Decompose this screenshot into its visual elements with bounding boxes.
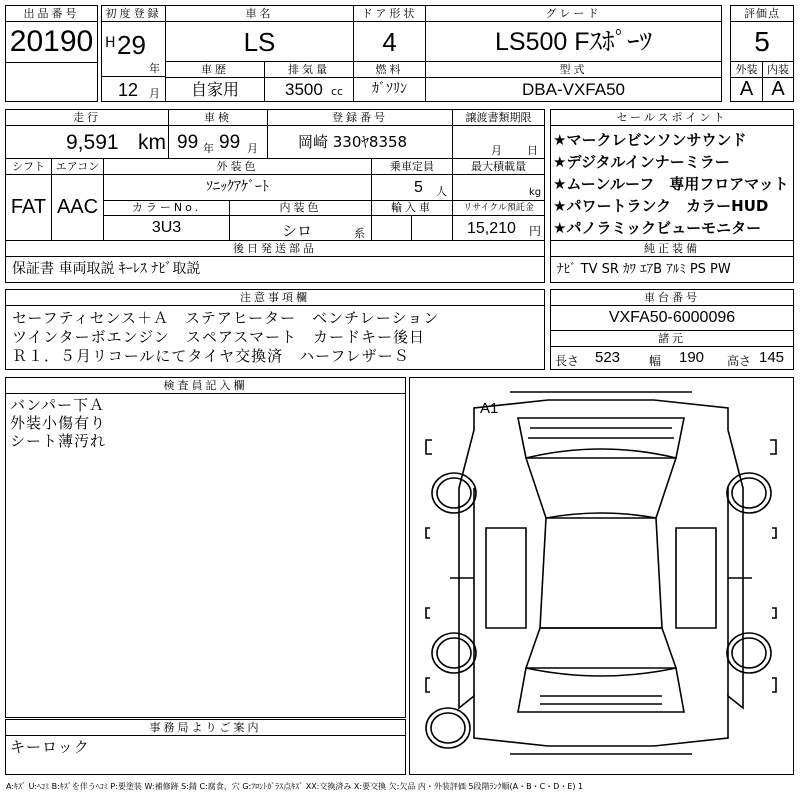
color-no-label: カラーNo. [103,200,230,216]
transfer-month-unit: 月 [491,144,502,157]
capacity-cell [371,174,453,201]
displacement-label: 排気量 [264,61,354,78]
capacity-label: 乗車定員 [371,158,453,175]
import-cell-b [411,215,453,241]
aircon-value: AAC [51,174,104,241]
width-value: 190 [679,349,705,366]
inspector-line: 外装小傷有り [10,414,107,432]
later-parts-label: 後日発送部品 [5,240,545,257]
capacity-unit: 人 [436,185,447,198]
later-parts-value: 保証書 車両取説 ｷｰﾚｽ ﾅﾋﾞ取説 [5,256,545,283]
chassis-label: 車台番号 [550,289,794,306]
inspector-box [5,393,406,718]
width-label: 幅 [649,354,662,368]
inspection-year-unit: 年 [203,142,214,155]
sales-point-item: ★パワートランク カラーHUD [553,197,769,215]
equipment-value: ﾅﾋﾞ TV SR ｶﾜ ｴｱB ｱﾙﾐ PS PW [550,256,794,283]
inspection-cell [168,125,268,159]
first-reg-year-unit: 年 [149,62,160,75]
transfer-deadline-cell [452,125,545,159]
int-color-cell [229,215,372,241]
displacement-unit: cc [331,85,344,98]
inspection-month-unit: 月 [247,142,258,155]
chassis-value: VXFA50-6000096 [550,305,794,331]
history-label: 車歴 [165,61,265,78]
lot-label: 出品番号 [5,5,98,22]
mileage-value: 9,591 [66,131,119,154]
sales-point-item: ★マークレビンソンサウンド [553,131,747,149]
height-label: 高さ [727,354,752,368]
plate-label: 登録番号 [267,109,453,126]
ext-color-value: ｿﾆｯｸｱｹﾞｰﾄ [103,174,372,201]
transfer-deadline-label: 譲渡書類期限 [452,109,545,126]
shift-label: シフト [5,158,52,175]
interior-grade-label: 内装 [762,61,794,78]
legend-text: A:ｷｽﾞ U:ﾍｺﾐ B:ｷｽﾞを伴うﾍｺﾐ P:要塗装 W:補修跡 S:錆 C:腐食、穴 G:ﾌﾛﾝﾄｶﾞﾗｽ点ｷｽﾞ XX:交換済み X:要交換 欠:欠品 内・外装評価 5段階ﾗﾝｸ順(A・B・C・D・E) 1 [6,782,584,791]
sales-points-list [550,125,794,241]
dimensions-cell [550,346,794,370]
score-label: 評価点 [730,5,794,22]
dimensions-label: 諸元 [550,330,794,347]
displacement-cell [264,77,354,102]
capacity-value: 5 [414,179,423,196]
fuel-value: ｶﾞｿﾘﾝ [353,77,426,102]
caution-label: 注意事項欄 [5,289,545,306]
office-label: 事務局よりご案内 [5,719,406,736]
caution-line: Ｒ１．５月リコールにてタイヤ交換済 ハーフレザーＳ [12,347,410,365]
inspection-year: 99 [177,132,199,153]
interior-grade-value: A [762,77,794,102]
int-color-suffix: 系 [354,227,365,240]
sales-point-item: ★デジタルインナーミラー [553,153,730,171]
history-value: 自家用 [165,77,265,102]
max-load-unit: kg [529,187,542,198]
recycle-cell [452,215,545,241]
inspection-label: 車検 [168,109,268,126]
color-no-value: 3U3 [103,215,230,241]
car-name-label: 車名 [165,5,354,22]
caution-line: セーフティセンス＋Ａ ステアヒーター ベンチレーション [12,309,440,327]
first-reg-year-cell [101,21,166,77]
exterior-grade-value: A [730,77,763,102]
sales-point-item: ★パノラミックビューモニター [553,219,762,237]
displacement-value: 3500 [285,80,323,99]
int-color-value: シロ [282,222,313,240]
recycle-value: 15,210 [467,220,516,237]
transfer-day-unit: 日 [527,144,538,157]
sales-point-item: ★ムーンルーフ 専用フロアマット [553,175,789,193]
doors-label: ドア形状 [353,5,426,22]
grade-label: グレード [425,5,722,22]
grade-value: LS500 Fｽﾎﾟｰﾂ [425,21,722,62]
doors-value: 4 [353,21,426,62]
import-label: 輸入車 [371,200,453,216]
fuel-label: 燃料 [353,61,426,78]
diagram-marker: A1 [480,400,499,417]
inspector-label: 検査員記入欄 [5,377,406,394]
caution-box [5,305,545,370]
lot-blank [5,62,98,102]
max-load-label: 最大積載量 [452,158,545,175]
ext-color-label: 外装色 [103,158,372,175]
model-label: 型式 [425,61,722,78]
import-cell-a [371,215,412,241]
mileage-cell [5,125,169,159]
caution-line: ツインターボエンジン スペアスマート カードキー後日 [12,328,426,346]
first-reg-era: H [105,35,116,51]
score-value: 5 [730,21,794,62]
mileage-label: 走行 [5,109,169,126]
damage-diagram [409,377,794,775]
sales-points-label: セールスポイント [550,109,794,126]
aircon-label: エアコン [51,158,104,175]
length-label: 長さ [555,354,580,368]
inspection-month: 99 [219,132,241,153]
first-reg-month-cell [101,76,166,102]
int-color-label: 内装色 [229,200,372,216]
first-reg-month: 12 [118,80,139,100]
first-reg-month-unit: 月 [149,87,160,100]
max-load-cell [452,174,545,201]
plate-value: 岡崎 330ﾔ8358 [267,125,453,159]
height-value: 145 [759,349,785,366]
car-name: LS [165,21,354,62]
exterior-grade-label: 外装 [730,61,763,78]
recycle-unit: 円 [529,224,542,238]
recycle-label: リサイクル預託金 [452,200,545,216]
office-value: キーロック [5,735,406,775]
mileage-unit: km [138,131,166,154]
first-reg-label: 初度登録 [101,5,166,22]
length-value: 523 [595,349,621,366]
equipment-label: 純正装備 [550,240,794,257]
car-outline-icon [410,378,793,774]
lot-number: 20190 [5,21,98,63]
inspector-line: バンパー下Ａ [10,396,105,414]
model-value: DBA-VXFA50 [425,77,722,102]
shift-value: FAT [5,174,52,241]
first-reg-year: 29 [117,30,146,60]
inspector-line: シート薄汚れ [10,432,107,450]
